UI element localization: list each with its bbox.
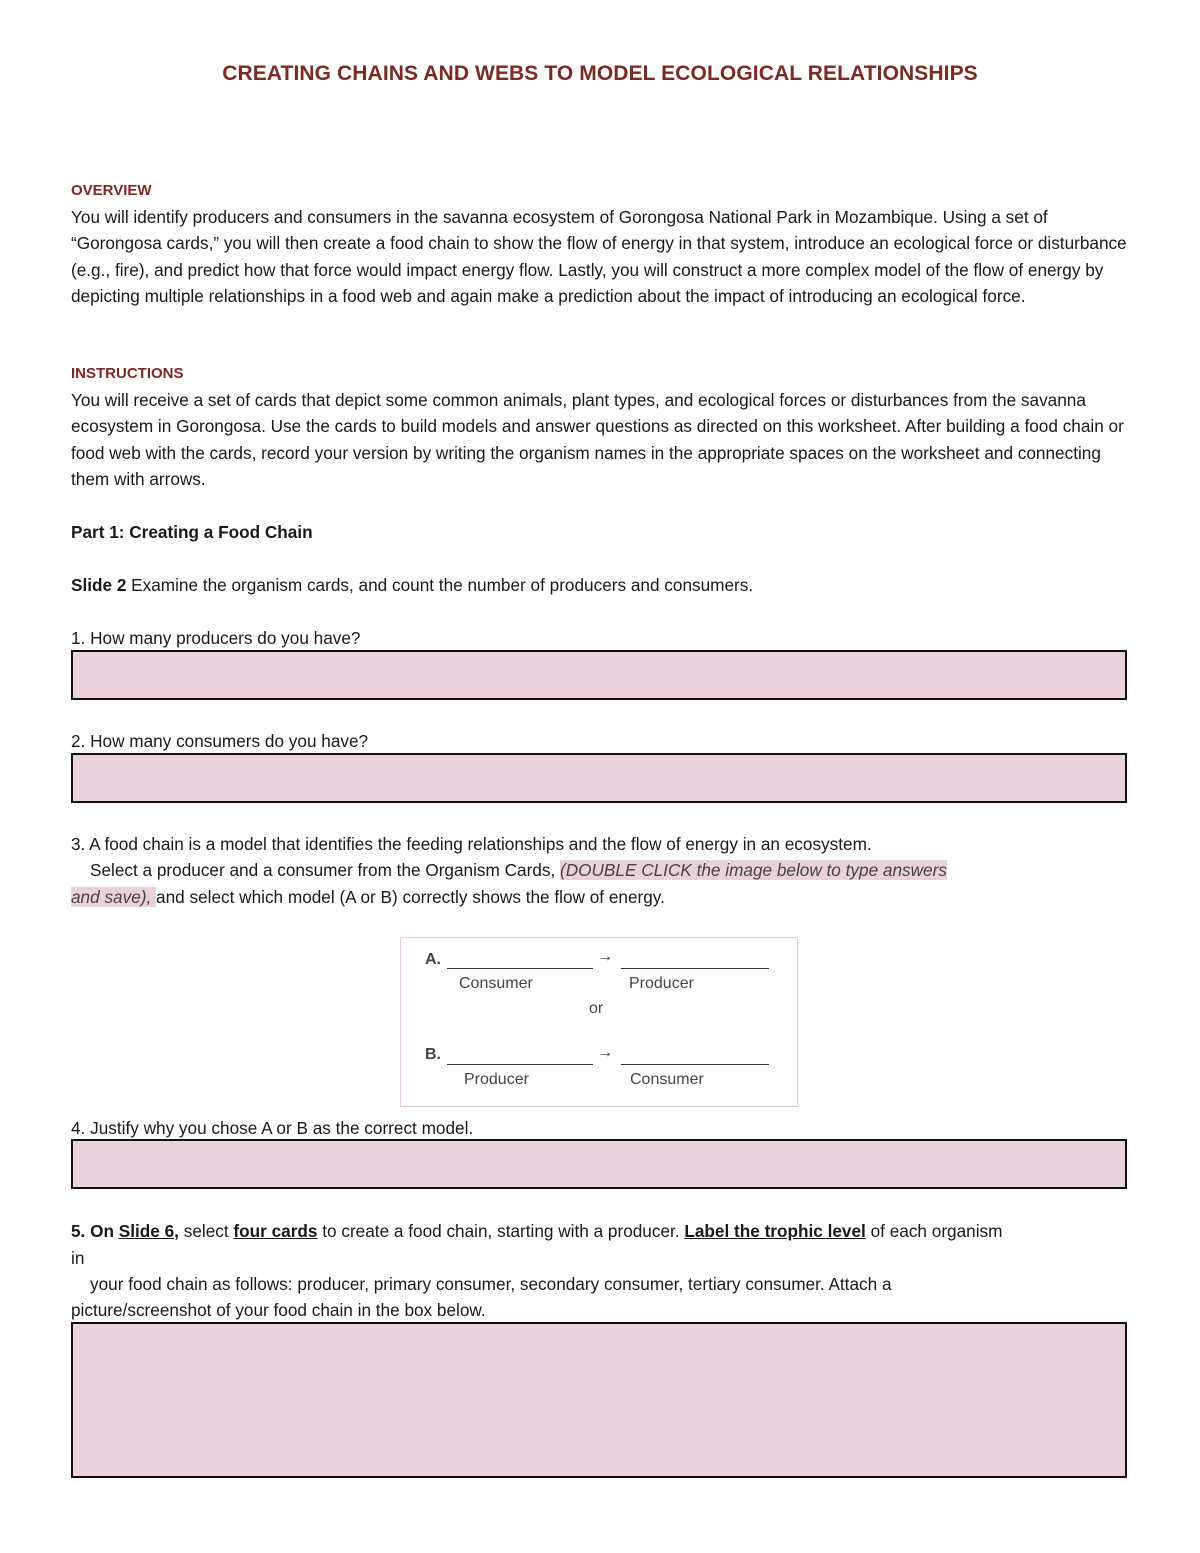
model-b-label: B. [425,1046,441,1063]
model-a-arrow-icon: → [597,948,613,965]
q5-prefix: 5. On [71,1221,119,1241]
q5-cards: four cards [233,1221,318,1241]
question-3-line1: 3. A food chain is a model that identifies the feeding relationships and the flow of energy in an ecosystem. [71,834,872,854]
q5-slide: Slide 6, [118,1221,179,1241]
model-a-label: A. [425,951,441,968]
double-click-hint: (DOUBLE CLICK the image below to type answers [560,860,947,880]
question-5-in: in [71,1248,85,1268]
page-title: CREATING CHAINS AND WEBS TO MODEL ECOLOGICAL RELATIONSHIPS [222,62,978,85]
question-3-end: and select which model (A or B) correctly shows the flow of energy. [156,887,665,907]
answer-box-1[interactable] [71,650,1127,700]
q5-end: of each organism [865,1221,1003,1241]
question-1: 1. How many producers do you have? [71,628,361,648]
part1-heading: Part 1: Creating a Food Chain [71,522,313,542]
model-or: or [589,1000,604,1017]
q5-trophic-label: Label the trophic level [684,1221,866,1241]
question-2: 2. How many consumers do you have? [71,731,369,751]
model-b-arrow-icon: → [597,1044,613,1061]
instructions-text: You will receive a set of cards that depict some common animals, plant types, and ecological forces or disturbances from the savanna ecosystem in Gorongosa. Use the cards to build models and answer questions as directed on this worksheet. After building a food chain or food web with the cards, record your version by writing the organism names in the appropriate spaces on the worksheet and connecting them with arrows. [71,390,1124,490]
model-b-right-label: Consumer [630,1071,704,1088]
answer-box-2[interactable] [71,753,1127,803]
model-a-right-label: Producer [629,975,694,992]
question-5-line2: your food chain as follows: producer, primary consumer, secondary consumer, tertiary consumer. Attach a [90,1274,892,1294]
food-chain-model-image[interactable] [400,937,798,1107]
model-a-left-label: Consumer [459,975,533,992]
double-click-hint-cont: and save), [71,887,157,907]
slide2-text: Examine the organism cards, and count the number of producers and consumers. [126,575,754,595]
model-b-blank-left[interactable] [447,1046,593,1065]
model-a-blank-left[interactable] [447,950,593,969]
q5-mid2: to create a food chain, starting with a producer. [317,1221,685,1241]
overview-heading: OVERVIEW [71,182,152,199]
slide2-label: Slide 2 [71,575,127,595]
overview-text: You will identify producers and consumers in the savanna ecosystem of Gorongosa National Park in Mozambique. Using a set of “Gorongosa cards,” you will then create a food chain to show the flow of energy in that system, introduce an ecological force or disturbance (e.g., fire), and predict how that force would impact energy flow. Lastly, you will construct a more complex model of the flow of energy by depicting multiple relationships in a food web and again make a prediction about the impact of introducing an ecological force. [71,207,1127,307]
slide2-instruction [71,572,753,598]
question-4: 4. Justify why you chose A or B as the correct model. [71,1118,474,1138]
q5-mid1: select [178,1221,234,1241]
answer-box-5[interactable] [71,1322,1127,1478]
model-a-blank-right[interactable] [621,950,769,969]
instructions-heading: INSTRUCTIONS [71,365,184,382]
model-b-blank-right[interactable] [621,1046,769,1065]
answer-box-4[interactable] [71,1139,1127,1189]
model-b-left-label: Producer [464,1071,529,1088]
question-5-line1 [71,1218,1002,1244]
question-3-line2 [90,857,947,883]
question-3-text: Select a producer and a consumer from the Organism Cards, [90,860,561,880]
question-5-line3: picture/screenshot of your food chain in the box below. [71,1300,486,1320]
question-3-line3 [71,884,665,910]
